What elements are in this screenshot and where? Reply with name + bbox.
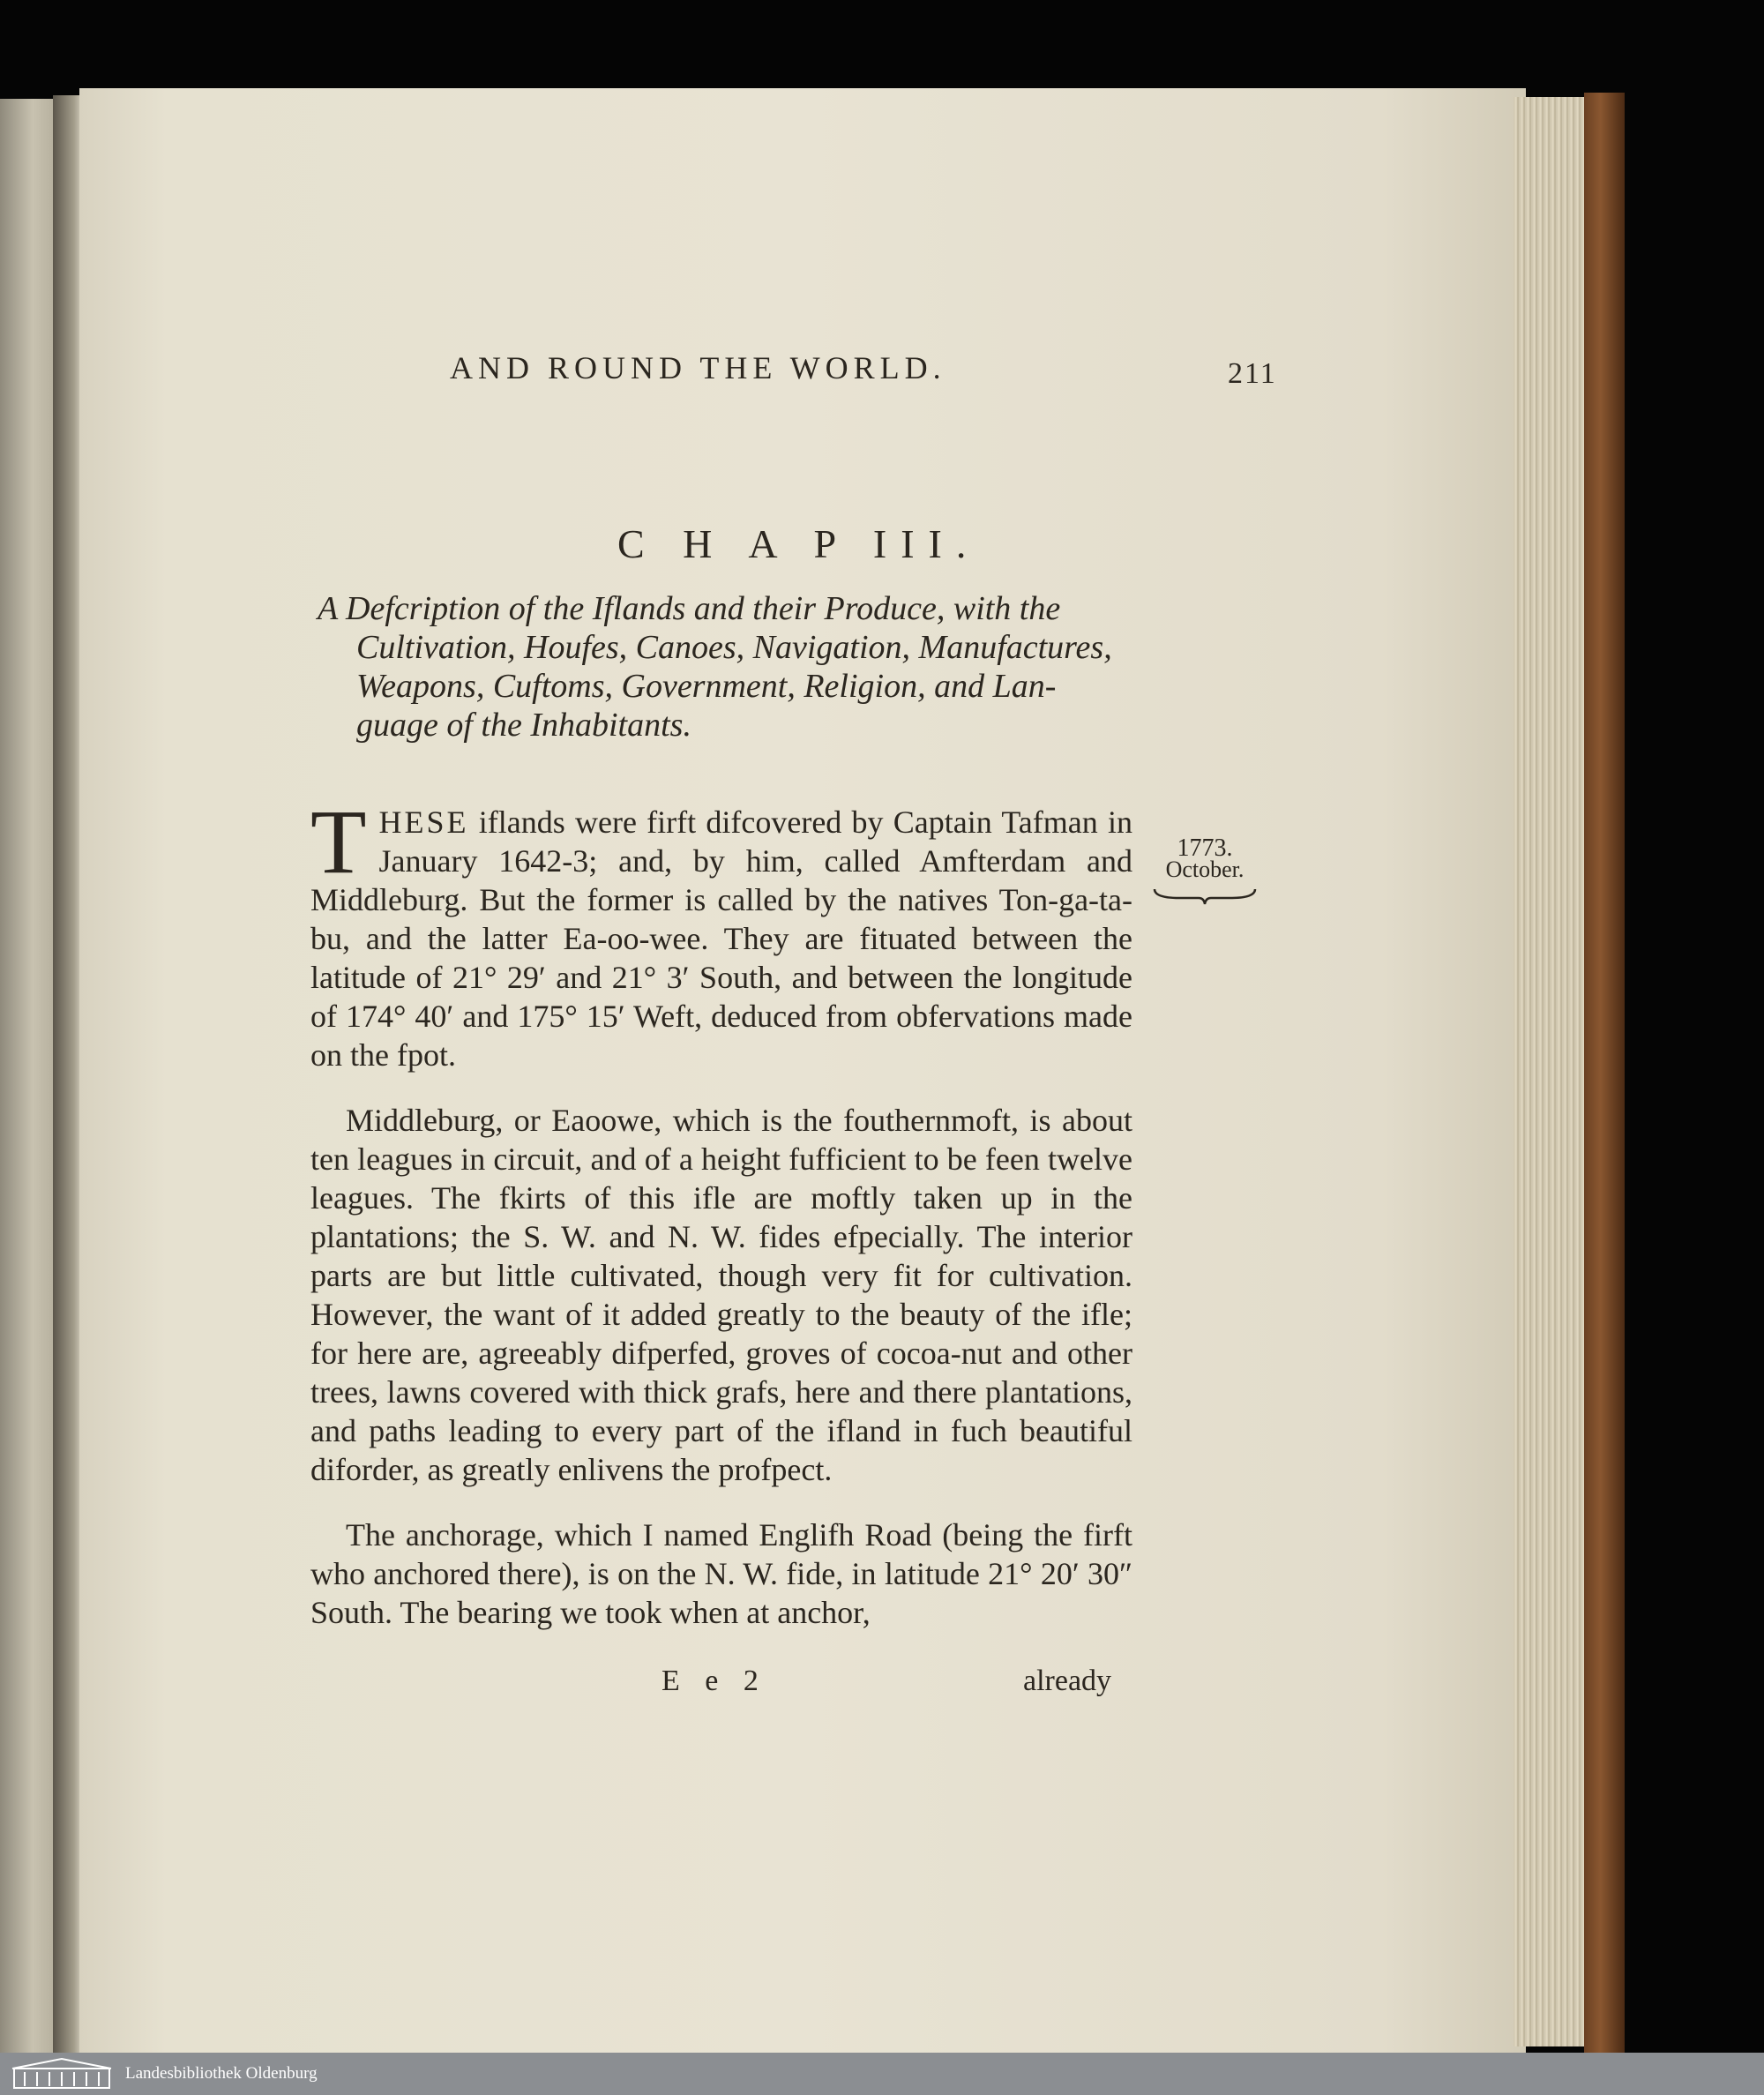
page-edges: [1514, 97, 1586, 2046]
chapter-title-line: guage of the Inhabitants.: [356, 707, 691, 744]
margin-note-month: October.: [1165, 857, 1245, 882]
small-caps-word: HESE: [378, 804, 469, 840]
paragraph: The anchorage, which I named Englifh Road (being the firft who anchored there), is on the N. W. fide, in latitude 21° 20′ 30″ South. The bearing we took when at anchor,: [310, 1517, 1132, 1630]
margin-note-year: 1773.: [1177, 834, 1233, 862]
chapter-title-line: Cultivation, Houfes, Canoes, Navigation, Manufactures,: [356, 629, 1112, 666]
chapter-title-line: A Defcription of the Iflands and their Produce, with the: [318, 590, 1061, 627]
library-name: Landesbibliothek Oldenburg: [125, 2064, 318, 2083]
chapter-title: [318, 589, 1138, 744]
body-text: [310, 791, 1132, 1658]
drop-cap: T: [310, 791, 367, 893]
paragraph: Middleburg, or Eaoowe, which is the fouthernmoft, is about ten leagues in circuit, and of a height fufficient to be feen twelve leagues. The fkirts of this ifle are moftly taken up in the plantations; the S. W. and N. W. fides efpecially. The interior parts are but little cultivated, though very fit for cultivation. However, the want of it added greatly to the beauty of the ifle; for here are, agreeably difperfed, groves of cocoa-nut and other trees, lawns covered with thick grafs, here and there plantations, and paths leading to every part of the ifland in fuch beautiful diforder, as greatly enlivens the profpect.: [310, 1103, 1132, 1487]
brace-icon: [1153, 887, 1257, 905]
paragraph-text: iflands were firft difcovered by Captain Tafman in January 1642-3; and, by him, called Amfterdam and Middleburg. But the former is called by the natives Ton-ga-ta-bu, and the latter Ea-oo-wee. They are fituated between the latitude of 21° 29′ and 21° 3′ South, and between the longitude of 174° 40′ and 175° 15′ Weft, deduced from obfervations made on the fpot.: [310, 804, 1132, 1073]
book-cover-edge: [1584, 93, 1625, 2055]
footer-bar: [0, 2053, 1764, 2095]
margin-note: [1152, 834, 1258, 905]
book-gutter: [53, 95, 83, 2054]
catchword: already: [1023, 1665, 1112, 1697]
left-page-edge: [0, 99, 57, 2053]
page-number: 211: [1228, 357, 1277, 390]
signature-mark: E e 2: [662, 1665, 767, 1697]
library-building-icon: [7, 2056, 116, 2091]
paragraph: [310, 791, 1132, 1074]
chapter-title-line: Weapons, Cuftoms, Government, Religion, and Lan-: [356, 668, 1057, 705]
chapter-heading: C H A P III.: [617, 521, 981, 566]
running-head: AND ROUND THE WORLD.: [450, 350, 946, 385]
